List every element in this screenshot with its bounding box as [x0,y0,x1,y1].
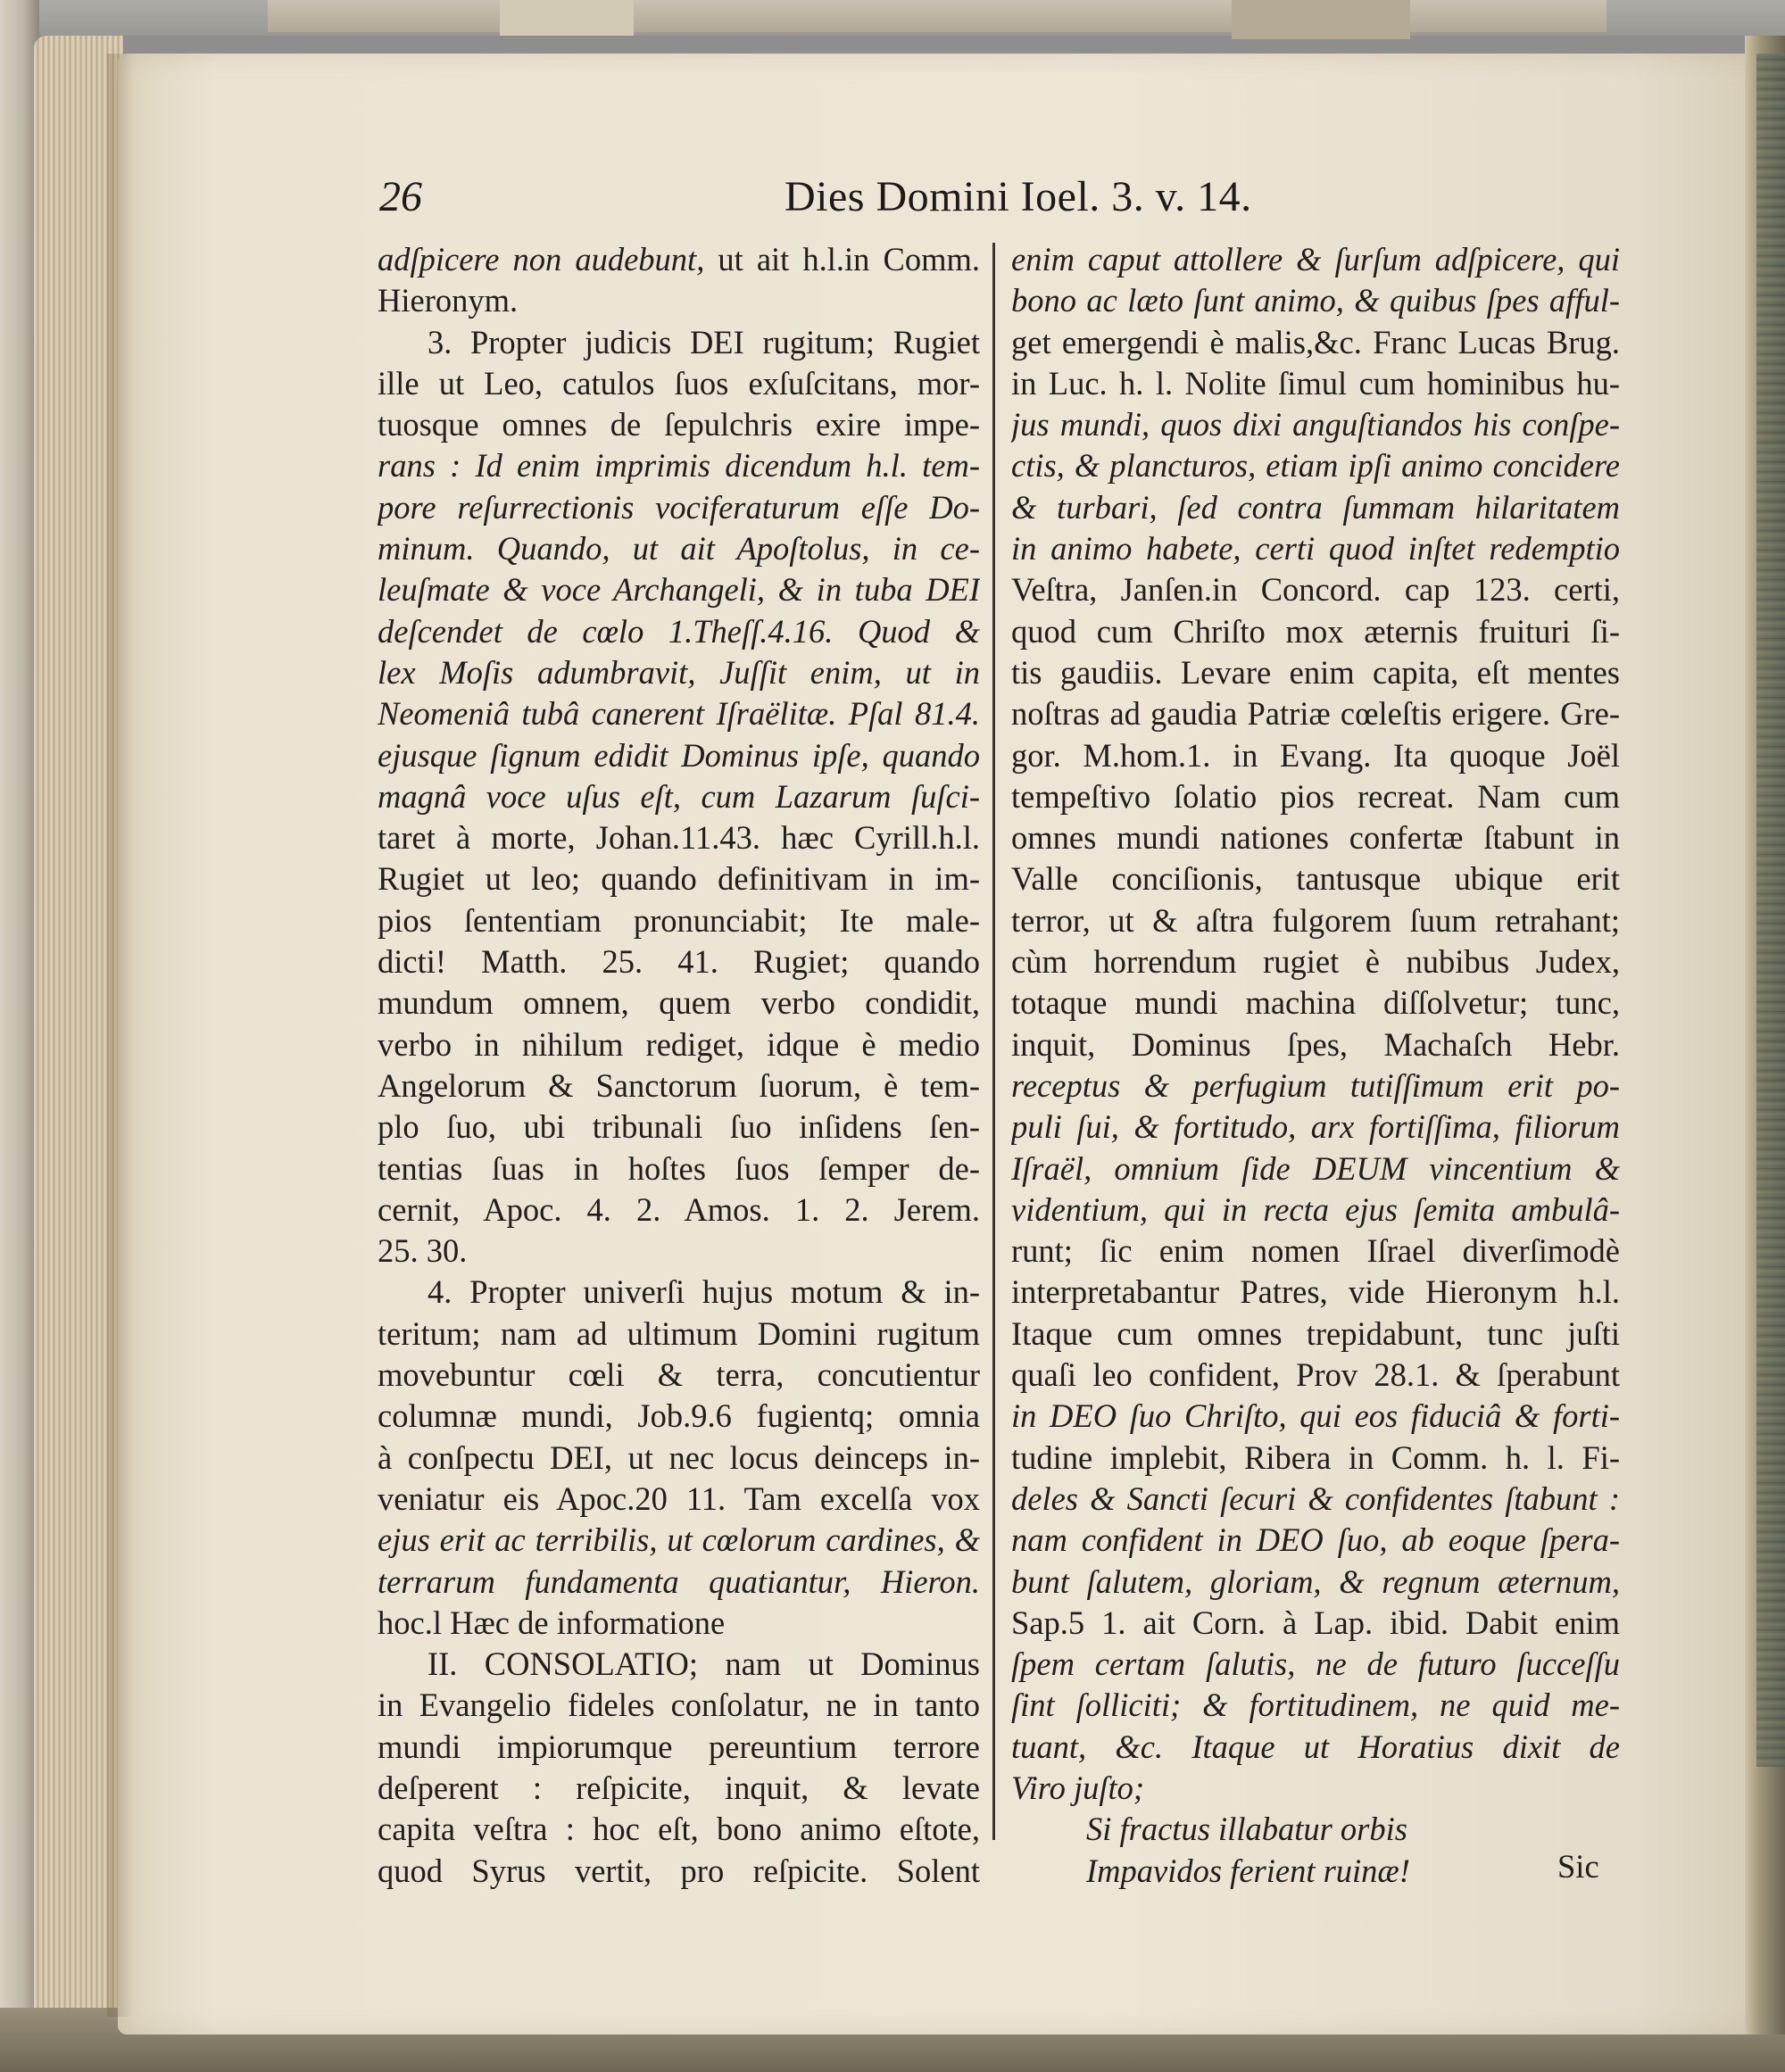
text-line: terror, ut & aſtra fulgorem ſuum retrahant; [1011,901,1620,939]
text-line: ctis, & plancturos, etiam ipſi animo concidere [1011,447,1620,485]
text-line: à conſpectu DEI, ut nec locus deinceps in- [378,1438,980,1476]
text-line: Valle conciſionis, tantusque ubique erit [1011,860,1620,898]
page-number: 26 [379,173,422,220]
text-line: pios ſententiam pronunciabit; Ite male- [378,901,980,939]
text-line: quaſi leo confident, Prov 28.1. & ſperabunt [1011,1356,1620,1394]
running-header [379,172,1611,224]
text-line: Angelorum & Sanctorum ſuorum, è tem- [378,1066,980,1104]
page-tab-right [1232,0,1410,39]
text-line: II. CONSOLATIO; nam ut Dominus [428,1645,980,1683]
text-span: ut ait h.l.in Comm. [704,241,980,278]
text-line: quod cum Chriſto mox æternis fruituri ſi- [1011,612,1620,650]
page-tab-left [500,0,634,36]
text-line: Sap.5 1. ait Corn. à Lap. ibid. Dabit enim [1011,1604,1620,1641]
text-line: minum. Quando, ut ait Apoſtolus, in ce- [378,530,980,568]
text-line: Itaque cum omnes trepidabunt, tunc juſti [1011,1314,1620,1352]
text-line: noſtras ad gaudia Patriæ cœleſtis erigere. Gre- [1011,695,1620,733]
text-line: teritum; nam ad ultimum Domini rugitum [378,1314,980,1352]
text-line: tis gaudiis. Levare enim capita, eſt mentes [1011,653,1620,691]
text-line: ſint ſolliciti; & fortitudinem, ne quid me- [1011,1687,1620,1724]
text-line: dicti! Matth. 25. 41. Rugiet; quando [378,943,980,981]
text-line: deles & Sancti ſecuri & confidentes ſtabunt : [1011,1479,1620,1517]
text-line: ille ut Leo, catulos ſuos exſuſcitans, mor- [378,364,980,402]
text-line: interpretabantur Patres, vide Hieronym h.l. [1011,1273,1620,1311]
text-line: verbo in nihilum rediget, idque è medio [378,1025,980,1063]
text-line: magnâ voce uſus eſt, cum Lazarum ſuſci- [378,777,980,815]
text-line: enim caput attollere & ſurſum adſpicere, qui [1011,241,1620,278]
text-line: gor. M.hom.1. in Evang. Ita quoque Joël [1011,736,1620,774]
text-line: deſperent : reſpicite, inquit, & levate [378,1769,980,1806]
text-line: in animo habete, certi quod inſtet redemptio [1011,530,1620,568]
text-line: tempeſtivo ſolatio pios recreat. Nam cum [1011,777,1620,815]
text-line: videntium, qui in recta ejus ſemita ambulâ- [1011,1190,1620,1228]
text-line: columnæ mundi, Job.9.6 fugientq; omnia [378,1397,980,1435]
text-line: Veſtra, Janſen.in Concord. cap 123. certi, [1011,571,1620,609]
text-line: bunt ſalutem, gloriam, & regnum æternum, [1011,1562,1620,1600]
text-span: adſpicere non audebunt, [378,241,705,278]
column-rule [992,243,995,1840]
text-line: ejusque ſignum edidit Dominus ipſe, quando [378,736,980,774]
text-line: ſpem certam ſalutis, ne de futuro ſucceſſu [1011,1645,1620,1683]
text-line: & turbari, ſed contra ſummam hilaritatem [1011,488,1620,526]
verse-line: Si fractus illabatur orbis [1086,1811,1407,1848]
text-line: 25. 30. [378,1232,468,1270]
text-line: 3. Propter judicis DEI rugitum; Rugiet [428,323,980,361]
text-line: capita veſtra : hoc eſt, bono animo eſtote, [378,1811,980,1848]
text-line: rans : Id enim imprimis dicendum h.l. tem- [378,447,980,485]
text-line: movebuntur cœli & terra, concutientur [378,1356,980,1394]
text-line: leuſmate & voce Archangeli, & in tuba DEI [378,571,980,609]
running-title: Dies Domini Ioel. 3. v. 14. [785,173,1252,220]
text-line: mundi impiorumque pereuntium terrore [378,1728,980,1765]
text-line: lex Moſis adumbravit, Juſſit enim, ut in [378,653,980,691]
text-line: tudine implebit, Ribera in Comm. h. l. Fi- [1011,1438,1620,1476]
text-line: pore reſurrectionis vociferaturum eſſe Do- [378,488,980,526]
text-line: quod Syrus vertit, pro reſpicite. Solent [378,1852,980,1889]
text-line: cernit, Apoc. 4. 2. Amos. 1. 2. Jerem. [378,1190,980,1228]
binding-thread [1756,54,1785,1767]
text-line: Rugiet ut leo; quando definitivam in im- [378,860,980,898]
text-line: Viro juſto; [1011,1769,1145,1806]
text-line: receptus & perfugium tutiſſimum erit po- [1011,1066,1620,1104]
text-line: deſcendet de cœlo 1.Theſſ.4.16. Quod & [378,612,980,650]
text-line: totaque mundi machina diſſolvetur; tunc, [1011,984,1620,1022]
text-line: plo ſuo, ubi tribunali ſuo inſidens ſen- [378,1108,980,1146]
text-line: inquit, Dominus ſpes, Machaſch Hebr. [1011,1025,1620,1063]
catchword: Sic [1557,1848,1599,1885]
text-line: terrarum fundamenta quatiantur, Hieron. [378,1562,980,1600]
text-line: mundum omnem, quem verbo condidit, [378,984,980,1022]
text-line: tentias ſuas in hoſtes ſuos ſemper de- [378,1149,980,1187]
text-line: jus mundi, quos dixi anguſtiandos his conſpe- [1011,406,1620,443]
text-line: bono ac læto ſunt animo, & quibus ſpes afful- [1011,282,1620,319]
text-line: Neomeniâ tubâ canerent Iſraëlitæ. Pſal 81.4. [378,695,980,733]
right-column [1011,239,1620,1892]
text-line: Hieronym. [378,282,519,319]
text-line: cùm horrendum rugiet è nubibus Judex, [1011,943,1620,981]
left-column [378,239,980,1892]
text-line: runt; ſic enim nomen Iſrael diverſimodè [1011,1232,1620,1270]
text-line: omnes mundi nationes confertæ ſtabunt in [1011,819,1620,857]
text-line: nam confident in DEO ſuo, ab eoque ſpera- [1011,1521,1620,1559]
text-line: in Evangelio fideles conſolatur, ne in tanto [378,1687,980,1724]
text-line: taret à morte, Johan.11.43. hæc Cyrill.h.l. [378,819,980,857]
text-line: 4. Propter univerſi hujus motum & in- [428,1273,980,1311]
text-line: puli ſui, & fortitudo, arx fortiſſima, filiorum [1011,1108,1620,1146]
text-line: get emergendi è malis,&c. Franc Lucas Brug. [1011,323,1620,361]
text-line: Iſraël, omnium ſide DEUM vincentium & [1011,1149,1620,1187]
text-line: in DEO ſuo Chriſto, qui eos fiduciâ & forti- [1011,1397,1620,1435]
text-line: tuosque omnes de ſepulchris exire impe- [378,406,980,443]
text-line: veniatur eis Apoc.20 11. Tam excelſa vox [378,1479,980,1517]
text-line: in Luc. h. l. Nolite ſimul cum hominibus hu- [1011,364,1620,402]
text-line: tuant, &c. Itaque ut Horatius dixit de [1011,1728,1620,1765]
verse-line: Impavidos ferient ruinæ! [1086,1852,1410,1889]
text-line [378,239,980,280]
text-line: ejus erit ac terribilis, ut cœlorum cardines, & [378,1521,980,1559]
page-edge-shadow [107,54,134,2017]
text-line: hoc.l Hæc de informatione [378,1604,726,1641]
